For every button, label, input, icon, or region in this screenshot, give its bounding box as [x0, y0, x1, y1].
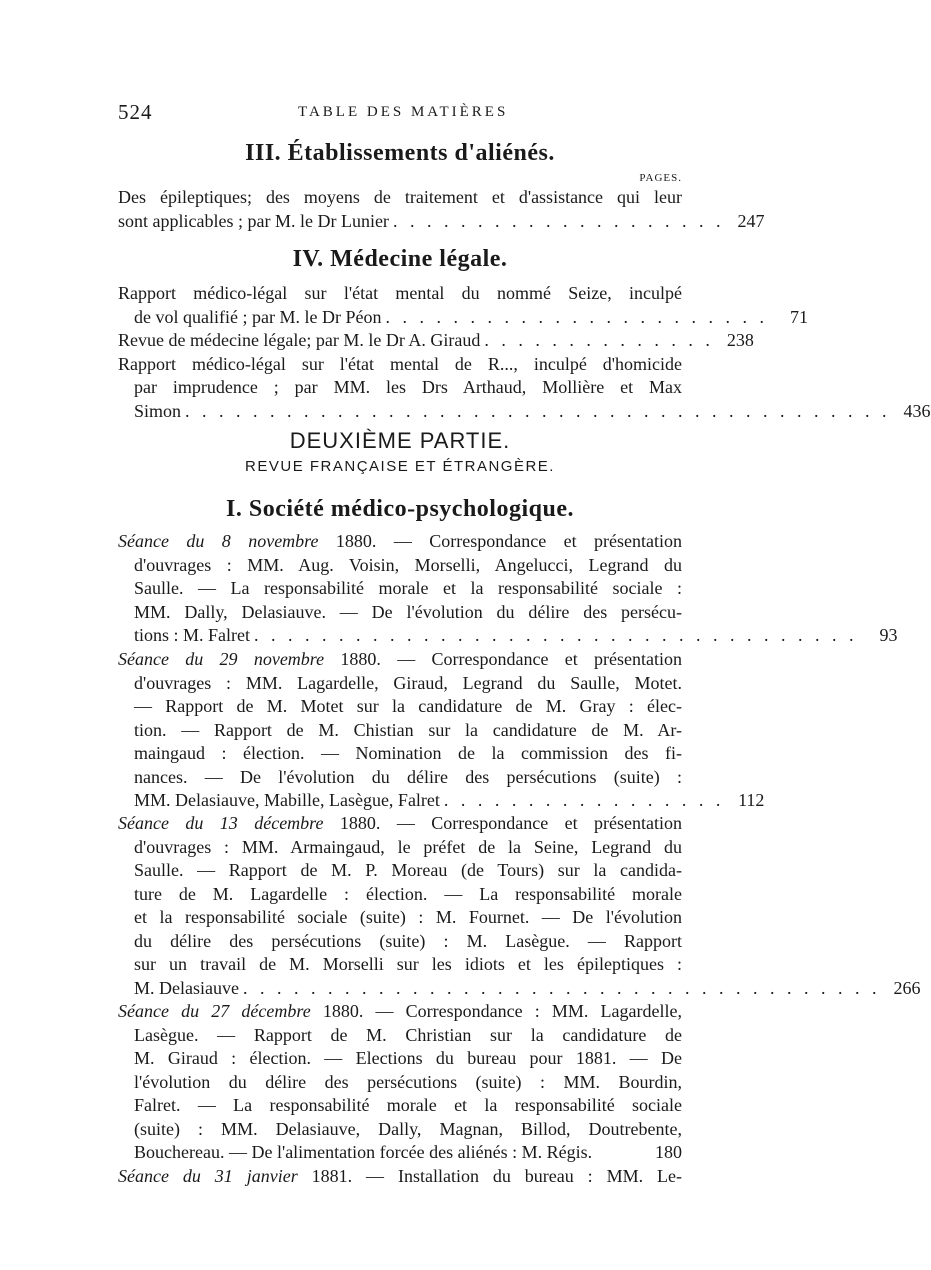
dot-leader: . . . . . . . . . . . . . . . . . . . . . . .: [385, 306, 768, 327]
page-ref: 238: [726, 330, 754, 350]
toc-entry-seance-8-nov: [118, 530, 898, 648]
entry-line: 1881. — Installation du bureau : MM. Le-: [297, 1165, 683, 1186]
section-heading-society: I. Société médico-psychologique.: [226, 496, 574, 522]
entry-line: 1880. — Correspondance et présentation: [324, 649, 682, 669]
dot-leader: . . . . . . . . . . . . . . . . . . . . . . . . . . . . . . . . . . . . . .: [242, 977, 881, 998]
entry-line: sur un travail de M. Morselli sur les idiots et les épileptiques :: [134, 954, 682, 974]
entry-line: tions : M. Falret: [134, 625, 250, 645]
entry-line: de vol qualifié ; par M. le Dr Péon: [134, 306, 382, 327]
entry-line: Simon: [134, 400, 182, 421]
seance-date: Séance du 13 décembre: [118, 813, 324, 833]
entry-line: nances. — De l'évolution du délire des persécutions (suite) :: [134, 766, 682, 787]
entry-line: Saulle. — La responsabilité morale et la responsabilité sociale :: [134, 578, 682, 598]
dot-leader: . . . . . . . . . . . . . . . . .: [443, 790, 725, 810]
entry-line: maingaud : élection. — Nomination de la commission des fi-: [134, 743, 682, 763]
entry-line: d'ouvrages : MM. Armaingaud, le préfet de la Seine, Legrand du: [134, 836, 682, 857]
section-heading-legal-medicine: IV. Médecine légale.: [292, 246, 508, 272]
entry-line: 1880. — Correspondance : MM. Lagardelle,: [310, 1001, 682, 1021]
entry-line: Lasègue. — Rapport de M. Christian sur la candidature de: [134, 1024, 682, 1045]
entry-line: 1880. — Correspondance et présentation: [323, 813, 683, 833]
toc-entry-seance-27-dec: [118, 1000, 682, 1165]
entry-line: Rapport médico-légal sur l'état mental du nommé Seize, inculpé: [118, 283, 682, 303]
entry-line: Falret. — La responsabilité morale et la responsabilité sociale: [134, 1095, 682, 1115]
section-heading-establishments: III. Établissements d'aliénés.: [245, 140, 555, 166]
page-ref: 266: [893, 977, 921, 998]
page-ref: 247: [737, 210, 765, 231]
page-ref: 112: [738, 790, 765, 810]
toc-entry-seize: [118, 282, 808, 329]
toc-entry-seance-29-nov: [118, 648, 765, 813]
dot-leader: [592, 1141, 646, 1165]
dot-leader: . . . . . . . . . . . . . . . . . . . .: [392, 210, 725, 231]
entry-line: Rapport médico-légal sur l'état mental de R..., inculpé d'homicide: [118, 353, 682, 374]
toc-entry-seance-13-dec: [118, 812, 921, 1000]
entry-line: Des épileptiques; des moyens de traitement et d'assistance qui leur: [118, 187, 682, 207]
entry-line: du délire des persécutions (suite) : M. Lasègue. — Rapport: [134, 930, 682, 951]
entry-line: — Rapport de M. Motet sur la candidature de M. Gray : élec-: [134, 696, 682, 716]
entry-line: Revue de médecine légale; par M. le Dr A. Giraud: [118, 330, 481, 350]
seance-date: Séance du 29 novembre: [118, 649, 325, 669]
toc-entry-homicide: [118, 353, 931, 424]
page-ref: 71: [789, 306, 808, 327]
entry-line: par imprudence ; par MM. les Drs Arthaud, Mollière et Max: [134, 377, 682, 397]
entry-line: et la responsabilité sociale (suite) : M. Fournet. — De l'évolution: [134, 907, 682, 927]
page-ref: 436: [903, 400, 931, 421]
entry-line: ture de M. Lagardelle : élection. — La responsabilité morale: [134, 883, 682, 904]
dot-leader: . . . . . . . . . . . . . . . . . . . . . . . . . . . . . . . . . . . .: [254, 625, 858, 645]
page-header: [118, 100, 682, 124]
entry-line: M. Giraud : élection. — Elections du bureau pour 1881. — De: [134, 1048, 682, 1068]
pages-column-label: PAGES.: [639, 172, 682, 184]
toc-entry-legal-review: [118, 329, 754, 353]
entry-line: sont applicables ; par M. le Dr Lunier: [118, 210, 389, 231]
dot-leader: . . . . . . . . . . . . . . . . . . . . . . . . . . . . . . . . . . . . . . . . . .: [185, 400, 891, 421]
entry-line: (suite) : MM. Delasiauve, Dally, Magnan, Billod, Doutrebente,: [134, 1118, 682, 1139]
running-title: TABLE DES MATIÈRES: [298, 104, 509, 120]
part-subheading: REVUE FRANÇAISE ET ÉTRANGÈRE.: [245, 458, 555, 475]
entry-line: d'ouvrages : MM. Aug. Voisin, Morselli, Angelucci, Legrand du: [134, 554, 682, 575]
page-ref: 93: [879, 625, 898, 645]
page-number: 524: [118, 100, 153, 124]
entry-line: tion. — Rapport de M. Chistian sur la candidature de M. Ar-: [134, 719, 682, 740]
entry-line: 1880. — Correspondance et présentation: [318, 531, 682, 551]
seance-date: Séance du 8 novembre: [118, 531, 319, 551]
entry-line: Saulle. — Rapport de M. P. Moreau (de Tours) sur la candida-: [134, 860, 682, 880]
seance-date: Séance du 31 janvier: [118, 1165, 298, 1186]
part-heading: DEUXIÈME PARTIE.: [289, 428, 511, 453]
entry-line: l'évolution du délire des persécutions (suite) : MM. Bourdin,: [134, 1071, 682, 1092]
entry-line: d'ouvrages : MM. Lagardelle, Giraud, Legrand du Saulle, Motet.: [134, 672, 682, 693]
page-ref: 180: [655, 1142, 682, 1162]
entry-line: MM. Dally, Delasiauve. — De l'évolution du délire des persécu-: [134, 601, 682, 622]
entry-line: MM. Delasiauve, Mabille, Lasègue, Falret: [134, 790, 440, 810]
entry-line: M. Delasiauve: [134, 977, 239, 998]
entry-line: Bouchereau. — De l'alimentation forcée des aliénés : M. Régis.: [134, 1142, 593, 1162]
toc-entry-seance-31-jan: [118, 1165, 682, 1189]
seance-date: Séance du 27 décembre: [118, 1001, 311, 1021]
dot-leader: . . . . . . . . . . . . . .: [484, 330, 714, 350]
toc-entry-epileptics: [118, 186, 765, 233]
